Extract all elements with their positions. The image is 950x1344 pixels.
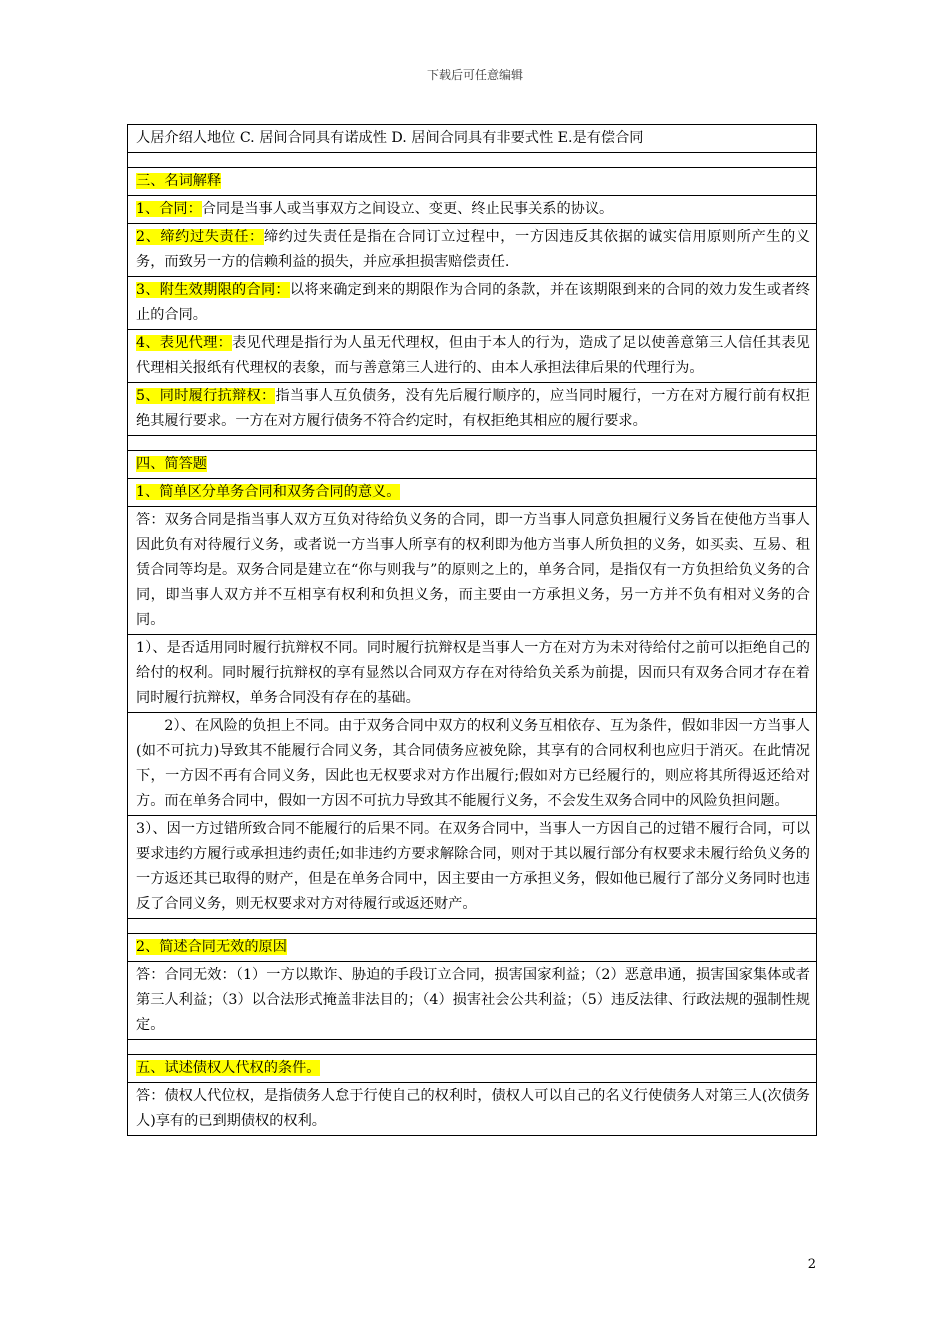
table-row	[128, 125, 817, 153]
table-row	[128, 962, 817, 1040]
empty-cell	[128, 153, 817, 168]
term-cell	[128, 224, 817, 277]
table-row	[128, 479, 817, 507]
question-cell	[128, 934, 817, 962]
table-row	[128, 635, 817, 713]
term-cell	[128, 277, 817, 330]
table-row	[128, 451, 817, 479]
section-title-cell	[128, 451, 817, 479]
table-row	[128, 168, 817, 196]
term-cell	[128, 330, 817, 383]
table-row	[128, 383, 817, 436]
term-definition: 以将来确定到来的期限作为合同的条款，并在该期限到来的合同的效力发生或者终止的合同。	[136, 282, 810, 323]
table-row	[128, 934, 817, 962]
question-cell	[128, 479, 817, 507]
term-cell	[128, 383, 817, 436]
table-row	[128, 816, 817, 919]
table-row	[128, 507, 817, 635]
section-title: 三、名词解释	[136, 173, 222, 189]
question-title: 1、简单区分单务合同和双务合同的意义。	[136, 484, 401, 500]
term-label: 3、附生效期限的合同：	[136, 282, 290, 298]
page-header: 下载后可任意编辑	[426, 68, 523, 82]
table-row	[128, 153, 817, 168]
term-label: 5、同时履行抗辩权：	[136, 388, 276, 404]
term-label: 2、缔约过失责任：	[136, 229, 264, 245]
term-definition: 指当事人互负债务，没有先后履行顺序的，应当同时履行，一方在对方履行前有权拒绝其履行要求。一方在对方履行债务不符合约定时，有权拒绝其相应的履行要求。	[136, 388, 810, 429]
table-row	[128, 713, 817, 816]
section-title: 四、简答题	[136, 456, 207, 472]
section-title-cell	[128, 1055, 817, 1083]
term-definition: 合同是当事人或当事双方之间设立、变更、终止民事关系的协议。	[201, 201, 614, 217]
term-definition: 缔约过失责任是指在合同订立过程中，一方因违反其依据的诚实信用原则所产生的义务，而致另一方的信赖利益的损失，并应承担损害赔偿责任.	[136, 229, 810, 270]
term-label: 4、表见代理：	[136, 335, 233, 351]
term-definition: 表见代理是指行为人虽无代理权，但由于本人的行为，造成了足以使善意第三人信任其表见代理相关报纸有代理权的表象，而与善意第三人进行的、由本人承担法律后果的代理行为。	[136, 335, 810, 376]
answer-cell: 3）、因一方过错所致合同不能履行的后果不同。在双务合同中，当事人一方因自己的过错不履行合同，可以要求违约方履行或承担违约责任;如非违约方要求解除合同，则对于其以履行部分有权要求未履行给负义务的一方返还其已取得的财产，但是在单务合同中，因主要由一方承担义务，假如他已履行了部分义务同时也违反了合同义务，则无权要求对方对待履行或返还财产。	[128, 816, 817, 919]
table-row	[128, 1040, 817, 1055]
term-cell	[128, 196, 817, 224]
empty-cell	[128, 1040, 817, 1055]
table-cell: 人居介绍人地位 C. 居间合同具有诺成性 D. 居间合同具有非要式性 E.是有偿合同	[128, 125, 817, 153]
table-row	[128, 919, 817, 934]
table-row	[128, 1083, 817, 1136]
answer-cell: 答：双务合同是指当事人双方互负对待给负义务的合同，即一方当事人同意负担履行义务旨在使他方当事人因此负有对待履行义务，或者说一方当事人所享有的权利即为他方当事人所负担的义务，如买卖、互易、租赁合同等均是。双务合同是建立在“你与则我与”的原则之上的，单务合同，是指仅有一方负担给负义务的合同，即当事人双方并不互相享有权利和负担义务，而主要由一方承担义务，另一方并不负有相对义务的合同。	[128, 507, 817, 635]
answer-cell: 答：债权人代位权，是指债务人怠于行使自己的权利时，债权人可以自己的名义行使债务人对第三人(次债务人)享有的已到期债权的权利。	[128, 1083, 817, 1136]
section-title-cell	[128, 168, 817, 196]
table-row	[128, 277, 817, 330]
table-row	[128, 224, 817, 277]
empty-cell	[128, 919, 817, 934]
table-row	[128, 330, 817, 383]
table-row	[128, 1055, 817, 1083]
empty-cell	[128, 436, 817, 451]
section-title: 五、试述债权人代权的条件。	[136, 1060, 321, 1076]
content-table	[127, 124, 817, 1136]
answer-cell: 1）、是否适用同时履行抗辩权不同。同时履行抗辩权是当事人一方在对方为未对待给付之前可以拒绝自己的给付的权利。同时履行抗辩权的享有显然以合同双方存在对待给负关系为前提，因而只有双务合同才存在着同时履行抗辩权，单务合同没有存在的基础。	[128, 635, 817, 713]
answer-cell: 答：合同无效：（1）一方以欺诈、胁迫的手段订立合同，损害国家利益；（2）恶意串通，损害国家集体或者第三人利益；（3）以合法形式掩盖非法目的；（4）损害社会公共利益；（5）违反法律、行政法规的强制性规定。	[128, 962, 817, 1040]
answer-cell: 2）、在风险的负担上不同。由于双务合同中双方的权利义务互相依存、互为条件，假如非因一方当事人(如不可抗力)导致其不能履行合同义务，其合同债务应被免除，其享有的合同权利也应归于消灭。在此情况下，一方因不再有合同义务，因此也无权要求对方作出履行;假如对方已经履行的，则应将其所得返还给对方。而在单务合同中，假如一方因不可抗力导致其不能履行义务，不会发生双务合同中的风险负担问题。	[128, 713, 817, 816]
page-number: 2	[807, 1257, 816, 1272]
table-row	[128, 436, 817, 451]
term-label: 1、合同：	[136, 201, 202, 217]
question-title: 2、简述合同无效的原因	[136, 939, 287, 955]
table-row	[128, 196, 817, 224]
